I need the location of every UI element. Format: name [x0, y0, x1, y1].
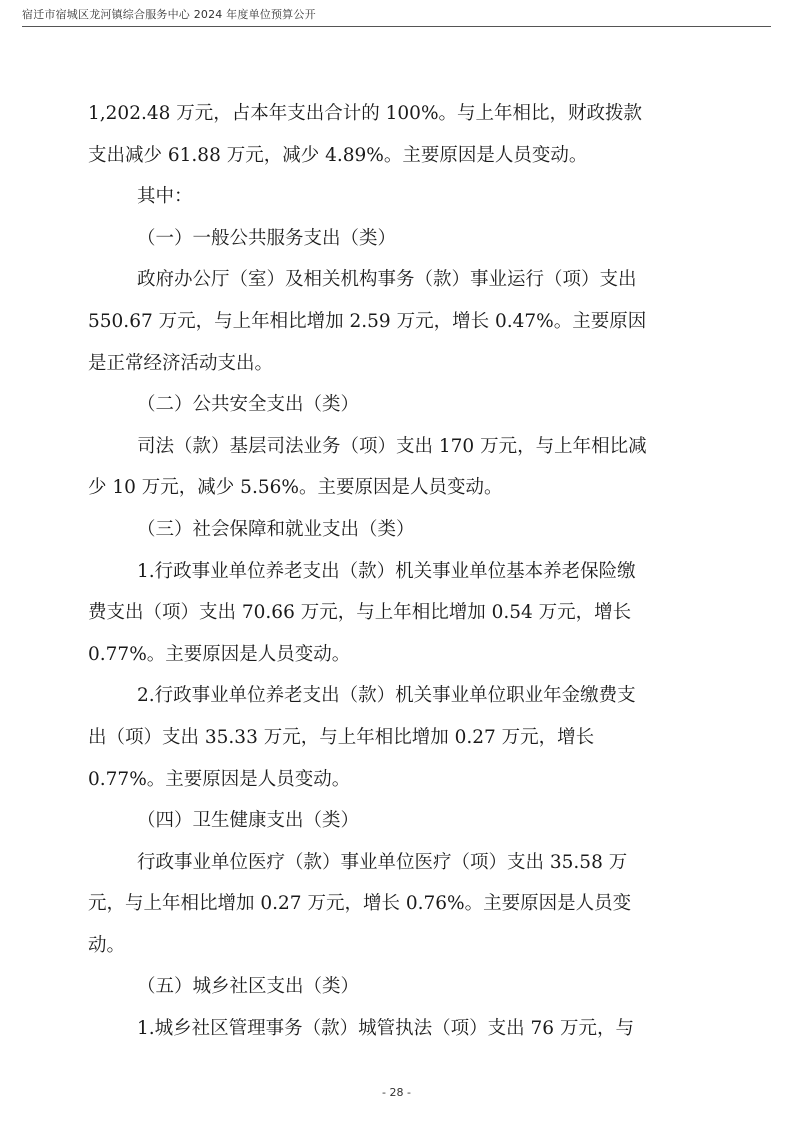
document-header: 宿迁市宿城区龙河镇综合服务中心 2024 年度单位预算公开	[22, 8, 316, 21]
body-line: 出（项）支出 35.33 万元，与上年相比增加 0.27 万元，增长	[88, 726, 595, 748]
section-heading: （五）城乡社区支出（类）	[137, 976, 360, 998]
body-line: 是正常经济活动支出。	[88, 352, 274, 374]
document-body	[88, 93, 710, 1050]
page-number: - 28 -	[382, 1086, 411, 1099]
body-line: 0.77%。主要原因是人员变动。	[88, 768, 351, 790]
section-heading: （四）卫生健康支出（类）	[137, 810, 360, 832]
body-line: 政府办公厅（室）及相关机构事务（款）事业运行（项）支出	[137, 269, 637, 291]
body-line: 1,202.48 万元，占本年支出合计的 100%。与上年相比，财政拨款	[88, 103, 643, 124]
body-line: 少 10 万元，减少 5.56%。主要原因是人员变动。	[88, 477, 503, 499]
section-heading: （一）一般公共服务支出（类）	[137, 227, 397, 249]
section-heading: （三）社会保障和就业支出（类）	[137, 518, 415, 540]
body-line: 550.67 万元，与上年相比增加 2.59 万元，增长 0.47%。主要原因	[88, 310, 647, 332]
section-heading: （二）公共安全支出（类）	[137, 394, 360, 416]
body-line: 司法（款）基层司法业务（项）支出 170 万元，与上年相比减	[137, 435, 647, 457]
body-line: 行政事业单位医疗（款）事业单位医疗（项）支出 35.58 万	[137, 851, 628, 873]
body-line: 1.行政事业单位养老支出（款）机关事业单位基本养老保险缴	[137, 560, 636, 582]
body-line: 元，与上年相比增加 0.27 万元，增长 0.76%。主要原因是人员变	[88, 893, 632, 915]
body-line: 1.城乡社区管理事务（款）城管执法（项）支出 76 万元，与	[137, 1018, 634, 1040]
body-line: 0.77%。主要原因是人员变动。	[88, 643, 351, 665]
body-line: 支出减少 61.88 万元，减少 4.89%。主要原因是人员变动。	[88, 144, 588, 166]
header-divider	[22, 26, 771, 27]
body-line: 2.行政事业单位养老支出（款）机关事业单位职业年金缴费支	[137, 685, 636, 707]
body-line: 动。	[88, 934, 126, 956]
body-line: 其中：	[137, 186, 193, 208]
body-line: 费支出（项）支出 70.66 万元，与上年相比增加 0.54 万元，增长	[88, 602, 632, 624]
